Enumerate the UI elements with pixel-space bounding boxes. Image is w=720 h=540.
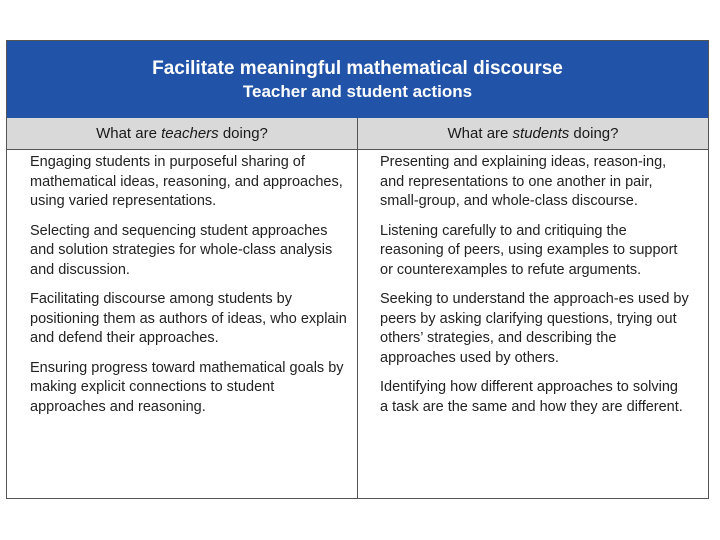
table-title: Facilitate meaningful mathematical discourse	[152, 58, 563, 79]
student-action: Presenting and explaining ideas, reason-ing, and representations to one another in pair, small-group, and whole-class discourse.	[380, 154, 667, 209]
students-header-suffix: doing?	[569, 125, 619, 142]
students-header-emphasis: students	[512, 125, 570, 142]
column-divider	[357, 118, 358, 498]
student-action: Identifying how different approaches to solving a task are the same and how they are different.	[380, 379, 683, 415]
teachers-column	[30, 153, 348, 427]
teacher-action: Selecting and sequencing student approaches and solution strategies for whole-class analysis and discussion.	[30, 222, 333, 278]
students-column-header	[358, 118, 708, 149]
table-subtitle: Teacher and student actions	[242, 82, 473, 101]
teachers-header-suffix: doing?	[218, 125, 268, 142]
teacher-action: Engaging students in purposeful sharing of mathematical ideas, reasoning, and approaches, using varied representations.	[30, 154, 343, 209]
teacher-action: Facilitating discourse among students by positioning them as authors of ideas, who explain and defend their approaches.	[30, 291, 347, 346]
teachers-header-emphasis: teachers	[161, 125, 219, 142]
teacher-action: Ensuring progress toward mathematical goals by making explicit connections to student approaches and reasoning.	[30, 359, 344, 415]
table-title-bar	[7, 41, 708, 118]
student-action: Listening carefully to and critiquing the reasoning of peers, using examples to support or counterexamples to refute arguments.	[380, 222, 678, 278]
student-action: Seeking to understand the approach-es used by peers by asking clarifying questions, trying out others’ strategies, and describing the approaches used by others.	[380, 291, 689, 366]
teachers-column-header	[7, 118, 357, 149]
teachers-header-prefix: What are	[96, 125, 162, 142]
discourse-table	[6, 40, 709, 499]
students-column	[380, 153, 690, 427]
students-header-prefix: What are	[447, 125, 513, 142]
